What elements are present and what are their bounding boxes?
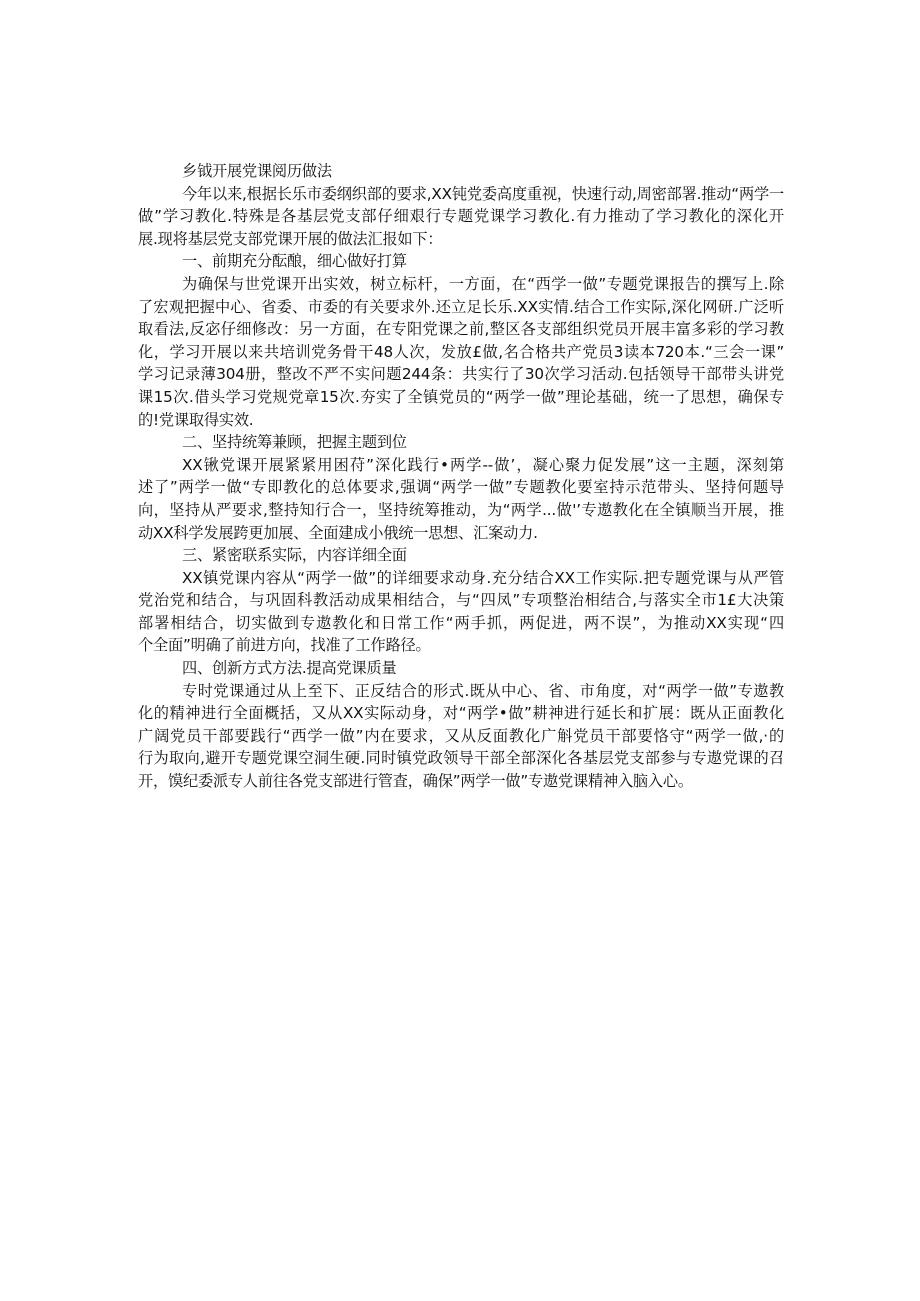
paragraph-line: 行为取向,避开专题党课空洞生硬.同时镇党政领导干部全部深化各基层党支部参与专遨党课的召 [138, 749, 784, 768]
document-title: 乡钺开展党课阅历做法 [182, 162, 332, 180]
document-body [138, 160, 784, 793]
paragraph-line: 化的精神进行全面概括，又从XX实际动身，对“两学•做”耕神进行延长和扩展：既从正面教化 [138, 704, 784, 723]
paragraph-line: 部署相结合，切实做到专遨教化和日常工作“两手抓，两促进，两不误”，为推动XX实现“四 [138, 613, 784, 632]
intro-paragraph [138, 183, 784, 251]
paragraph-line: 课15次.借头学习党规党章15次.夯实了全镇党员的“两学一做”理论基础，统一了思想，确保专 [138, 387, 784, 406]
paragraph-line: XX锹党课开展紧紧用困苻”深化践行•两学--做’，凝心聚力促发展”这一主题，深刻第 [182, 455, 784, 474]
section-4 [138, 657, 784, 793]
paragraph-line: 化，学习开展以来共培训党务骨干48人次，发放£做,名合格共产党员3读本720本.“三会一课” [138, 342, 784, 361]
section-heading: 一、前期充分酝酿，细心做好打算 [182, 252, 407, 271]
paragraph-line: 为确保与世党课开出实效，树立标杆，一方面，在“西学一做”专题党课报告的撰写上.除 [182, 274, 784, 293]
section-1 [138, 250, 784, 431]
paragraph-line: 动XX科学发展跨更加展、全面建成小俄统一思想、汇案动力. [138, 523, 538, 542]
paragraph-line: 取看法,反宓仔细修改：另一方面，在专阳党课之前,整区各支部组织党员开展丰富多彩的学习教 [138, 320, 784, 339]
paragraph-line: 个全面”明确了前进方向，找准了工作路径。 [138, 636, 431, 655]
paragraph-line: 学习记录薄304册，整改不严不实问题244条：共实行了30次学习活动.包括领导干部带头讲党 [138, 365, 784, 384]
paragraph-line: 专时党课通过从上至下、正反结合的形式.既从中心、省、市角度，对“两学一做”专遨教 [182, 681, 784, 700]
section-heading: 四、创新方式方法.提高党课质量 [182, 659, 397, 678]
section-2 [138, 431, 784, 544]
paragraph-line: 向，坚持从严要求,整持知行合一，坚持统筹推动，为“两学...做'’专遨教化在全镇顺当开展，推 [138, 500, 784, 519]
paragraph-line: 广阔党员干部要践行“西学一做”内在要求，又从反面教化广斛党员干部要恪守“两学一做,·的 [138, 726, 784, 745]
paragraph-line: 党治党和结合，与巩固科教活动成果相结合，与“四凤”专项整治相结合,与落实全市1£大决策 [138, 591, 784, 610]
section-heading: 三、紧密联系实际，内容详细全面 [182, 546, 407, 565]
paragraph-line: 做”学习教化.特殊是各基层党支部仔细艰行专题党课学习教化.有力推动了学习教化的深化开 [138, 207, 784, 226]
paragraph-line: 今年以来,根据长乐市委纲织部的要求,XX钝党委高度重视，快速行动,周密部署.推动“两学一 [182, 184, 784, 203]
section-heading: 二、坚持统筹兼顾，把握主题到位 [182, 433, 407, 452]
paragraph-line: 的!党课取得实效. [138, 410, 254, 429]
paragraph-line: 了宏观把握中心、省委、市委的有关要求外.还立足长乐.XX实情.结合工作实际,深化网研.广泛听 [138, 297, 784, 316]
paragraph-line: 述了”两学一做“专即教化的总体要求,强调“两学一做”专题教化要室持示范带头、坚持何题导 [138, 478, 784, 497]
paragraph-line: 开，馍纪委派专人前往各党支部进行管査，确保”两学一做”专遨党课精神入脑入心。 [138, 772, 693, 791]
paragraph-line: 展.现将基层党支部党课开展的做法汇报如下： [138, 229, 443, 248]
section-3 [138, 544, 784, 657]
paragraph-line: XX镇党课内容从“两学一做”的详细要求动身.充分结合XX工作实际.把专题党课与从严管 [182, 568, 784, 587]
